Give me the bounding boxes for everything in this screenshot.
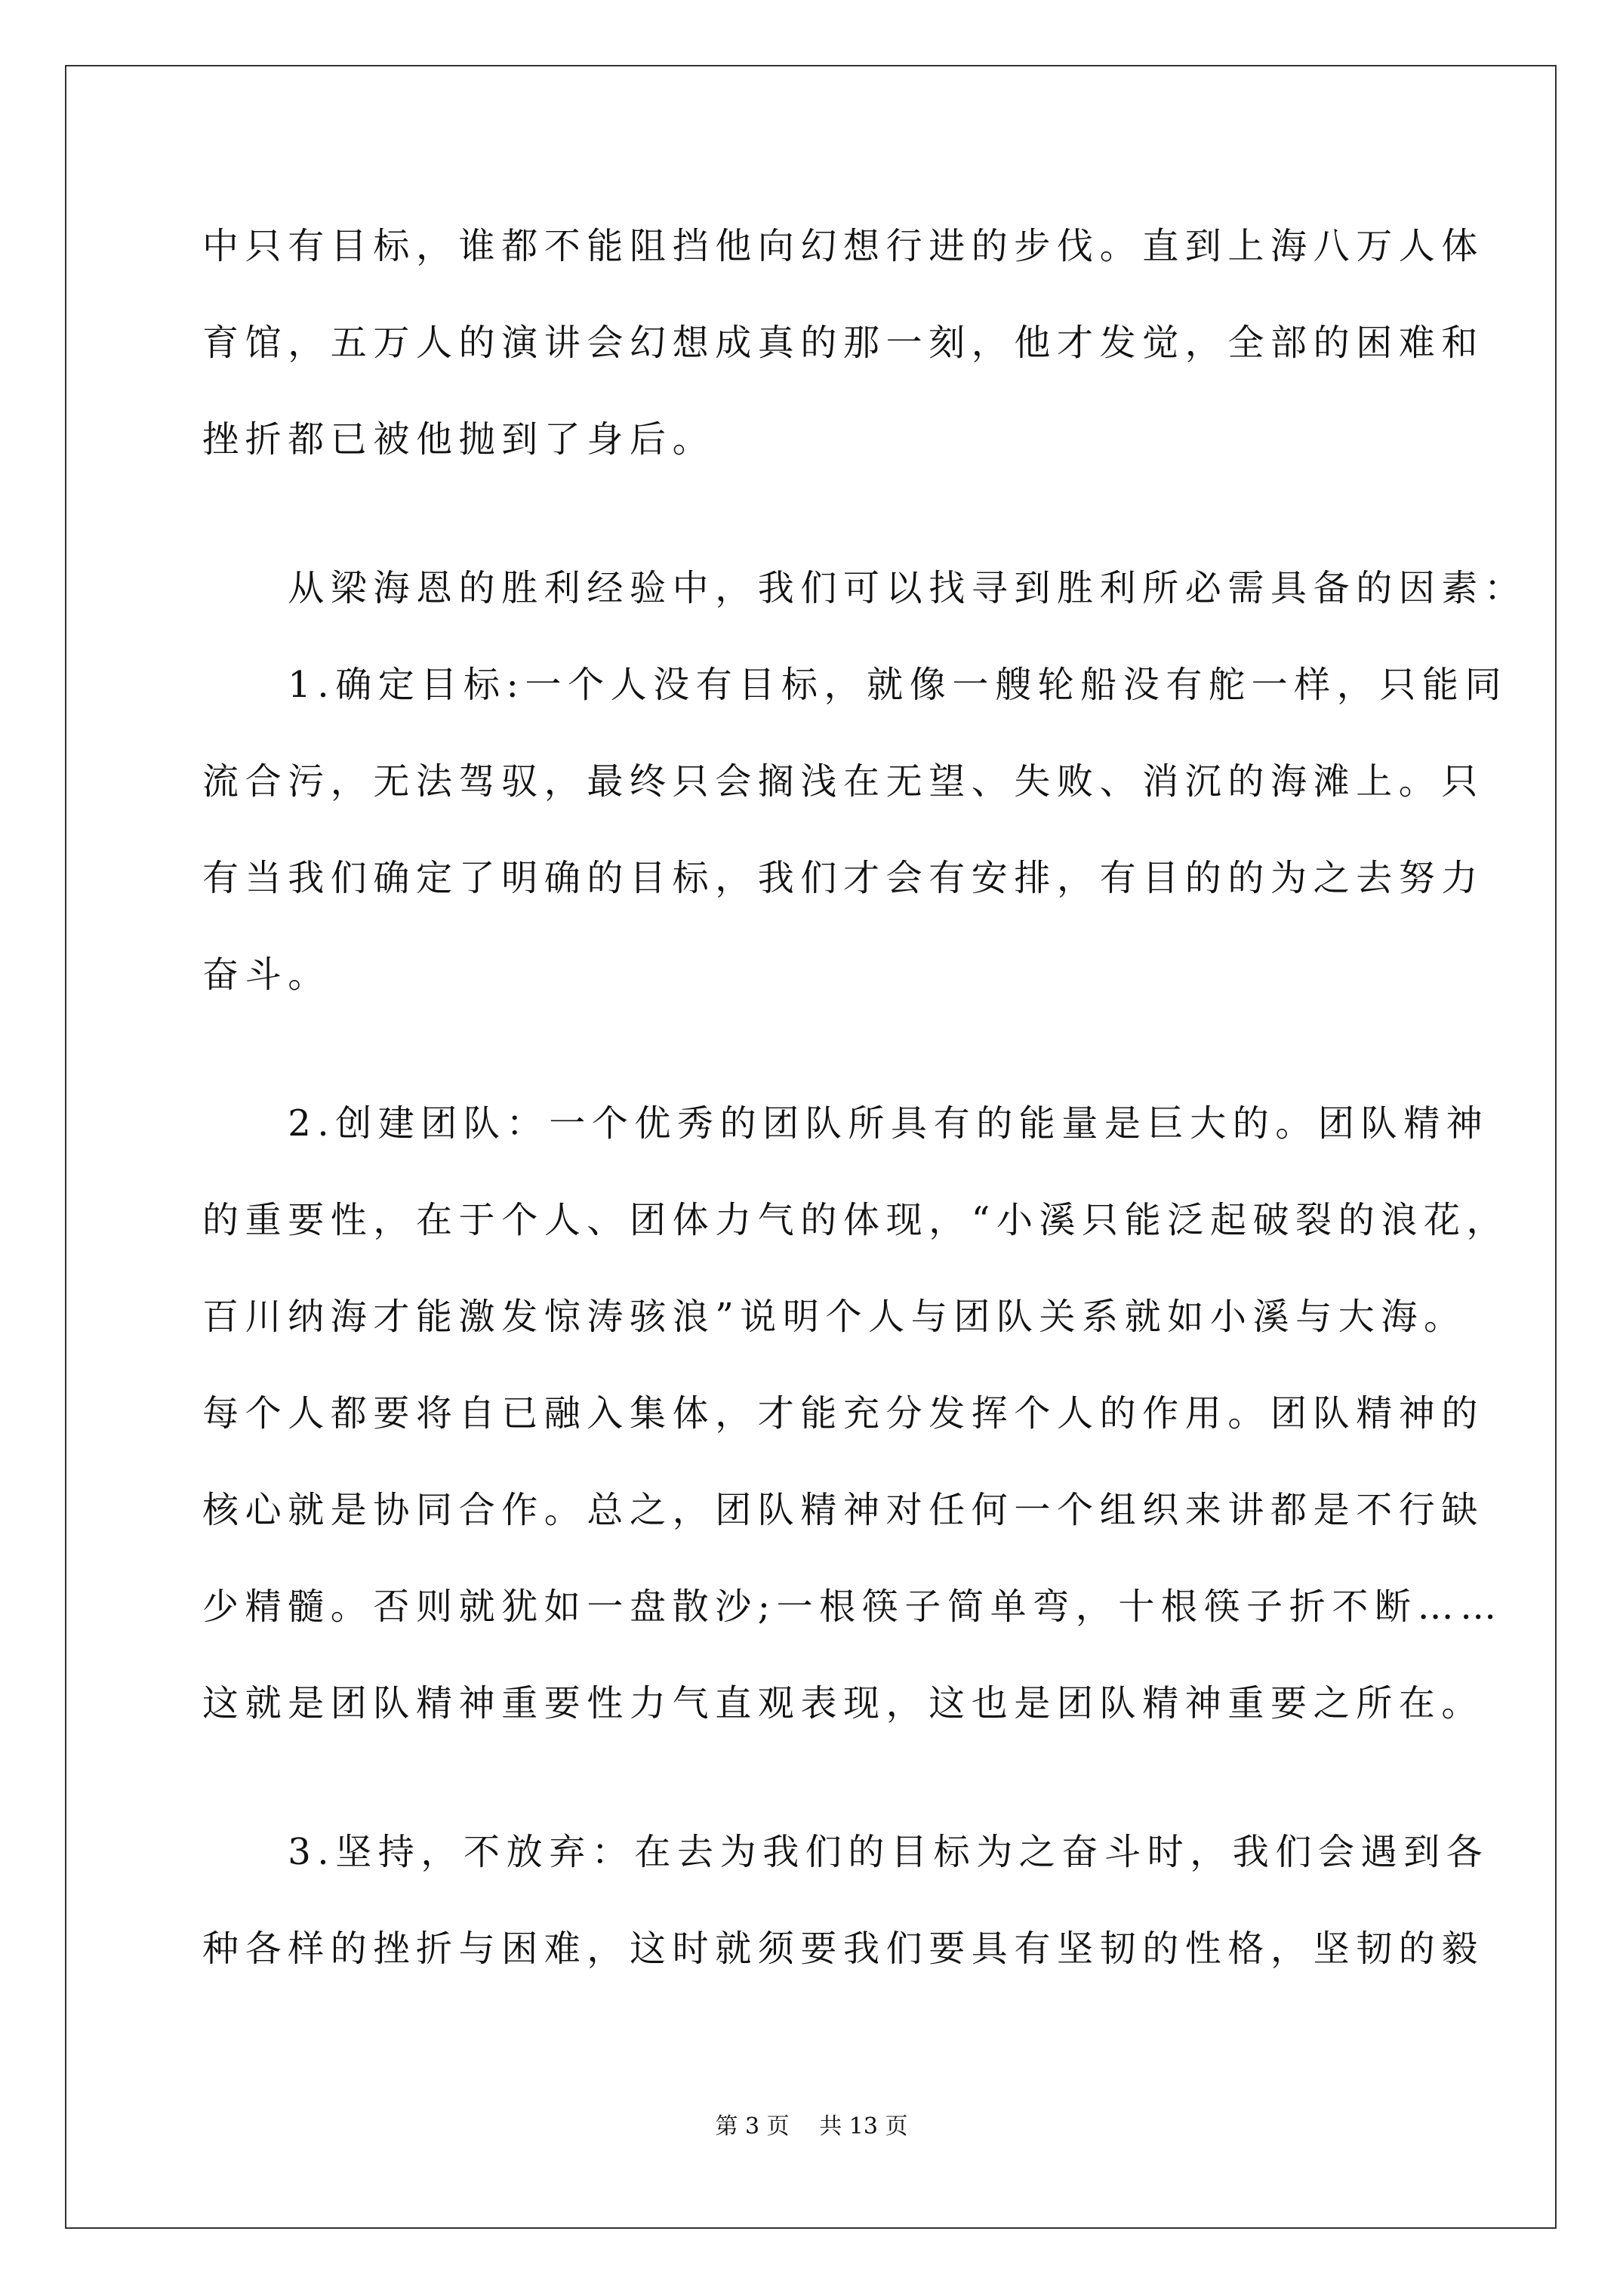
paragraph bbox=[202, 1075, 1510, 1752]
paragraph bbox=[202, 198, 1485, 488]
paragraph bbox=[202, 540, 1527, 636]
text-line: 3.坚持，不放弃：在去为我们的目标为之奋斗时，我们会遇到各 bbox=[202, 1831, 1489, 1873]
text-line: 这就是团队精神重要性力气直观表现，这也是团队精神重要之所在。 bbox=[202, 1682, 1485, 1724]
paragraph bbox=[202, 636, 1508, 1023]
text-line: 流合污，无法驾驭，最终只会搁浅在无望、失败、消沉的海滩上。只 bbox=[202, 760, 1485, 803]
text-line: 有当我们确定了明确的目标，我们才会有安排，有目的的为之去努力 bbox=[202, 857, 1485, 899]
text-line: 2.创建团队：一个优秀的团队所具有的能量是巨大的。团队精神 bbox=[202, 1102, 1489, 1145]
document-body bbox=[202, 198, 1527, 1997]
text-line: 百川纳海才能激发惊涛骇浪”说明个人与团队关系就如小溪与大海。 bbox=[202, 1296, 1467, 1338]
text-line: 每个人都要将自已融入集体，才能充分发挥个人的作用。团队精神的 bbox=[202, 1392, 1485, 1435]
text-line: 从梁海恩的胜利经验中，我们可以找寻到胜利所必需具备的因素： bbox=[202, 567, 1527, 609]
text-line: 核心就是协同合作。总之，团队精神对任何一个组织来讲都是不行缺 bbox=[202, 1489, 1485, 1531]
paragraph bbox=[202, 1804, 1489, 1997]
text-line: 种各样的挫折与困难，这时就须要我们要具有坚韧的性格，坚韧的毅 bbox=[202, 1928, 1485, 1970]
text-line: 中只有目标，谁都不能阻挡他向幻想行进的步伐。直到上海八万人体 bbox=[202, 225, 1485, 267]
text-line: 1.确定目标:一个人没有目标，就像一艘轮船没有舵一样，只能同 bbox=[202, 664, 1508, 706]
text-line: 育馆，五万人的演讲会幻想成真的那一刻，他才发觉，全部的困难和 bbox=[202, 322, 1485, 364]
page-number-footer: 第 3 页 共 13 页 bbox=[715, 2113, 908, 2140]
text-line: 奋斗。 bbox=[202, 954, 331, 996]
text-line: 少精髓。否则就犹如一盘散沙;一根筷子简单弯，十根筷子折不断…… bbox=[202, 1586, 1503, 1628]
text-line: 挫折都已被他抛到了身后。 bbox=[202, 418, 716, 461]
text-line: 的重要性，在于个人、团体力气的体现，“小溪只能泛起破裂的浪花， bbox=[202, 1199, 1510, 1241]
